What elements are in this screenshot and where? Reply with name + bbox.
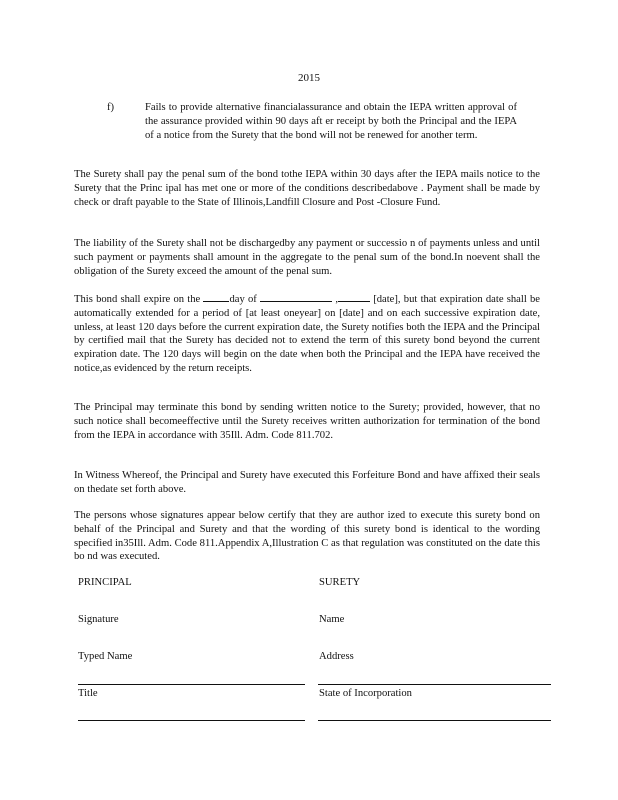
paragraph-expiration xyxy=(74,291,540,376)
paragraph-liability: The liability of the Surety shall not be dischargedby any payment or successio n of payments unless and until such payment or payments shall amount in the aggregate to the penal sum of the bond.In noevent shall the obligation of the Surety exceed the amount of the penal sum. xyxy=(74,238,540,277)
paragraph-certification: The persons whose signatures appear below certify that they are author ized to execute this surety bond on behalf of the Principal and Surety and that the wording of this surety bond is identical to the wording specified in35Ill. Adm. Code 811.Appendix A,Illustration C as that regulation was constituted on the date this bo nd was executed. xyxy=(74,510,540,563)
state-of-incorporation-label: State of Incorporation xyxy=(319,688,412,699)
surety-address-line[interactable] xyxy=(318,684,551,685)
principal-title-line[interactable] xyxy=(78,720,305,721)
day-blank[interactable] xyxy=(203,291,229,302)
principal-typed-name-line[interactable] xyxy=(78,684,305,685)
month-blank[interactable] xyxy=(260,291,332,302)
surety-heading: SURETY xyxy=(319,577,361,588)
expiration-comma: , xyxy=(332,294,338,305)
name-label: Name xyxy=(319,614,345,625)
page-number: 2015 xyxy=(298,72,320,84)
title-label: Title xyxy=(78,688,98,699)
paragraph-payment: The Surety shall pay the penal sum of the bond tothe IEPA within 30 days after the IEPA mails notice to the Surety that the Princ ipal has met one or more of the conditions describedabove . Payment shall be made by check or draft payable to the State of Illinois,Landfill Closure and Post -Closure Fund. xyxy=(74,169,540,208)
principal-heading: PRINCIPAL xyxy=(78,577,132,588)
typed-name-label: Typed Name xyxy=(78,651,133,662)
item-marker: f) xyxy=(107,102,115,113)
address-label: Address xyxy=(319,651,354,662)
expiration-text-start: This bond shall expire on the xyxy=(74,294,204,305)
paragraph-termination: The Principal may terminate this bond by sending written notice to the Surety; provided, however, that no such notice shall becomeeffective until the Surety receives written authorization for termination of the bond from the IEPA in accordance with 35Ill. Adm. Code 811.702. xyxy=(74,402,540,441)
year-blank[interactable] xyxy=(338,291,370,302)
signature-label: Signature xyxy=(78,614,119,625)
item-text: Fails to provide alternative financialassurance and obtain the IEPA written approval of the assurance provided within 90 days aft er receipt by both the Principal and the IEPA of a notice from the Surety that the bond will not be renewed for another term. xyxy=(145,102,517,141)
surety-state-line[interactable] xyxy=(318,720,551,721)
expiration-day-of: day of xyxy=(229,294,261,305)
expiration-text-rest: [date], but that expiration date shall be automatically extended for a period of [at least oneyear] on [date] and on each successive expiration date, unless, at least 120 days before the current expiration date, the Surety notifies both the IEPA and the Principal by certified mail that the Surety has decided not to extend the term of this surety bond beyond the current expiration date. The 120 days will begin on the date when both the Principal and the IEPA have received the notice,as evidenced by the return receipts. xyxy=(74,294,541,374)
paragraph-witness: In Witness Whereof, the Principal and Surety have executed this Forfeiture Bond and have affixed their seals on thedate set forth above. xyxy=(74,470,540,495)
